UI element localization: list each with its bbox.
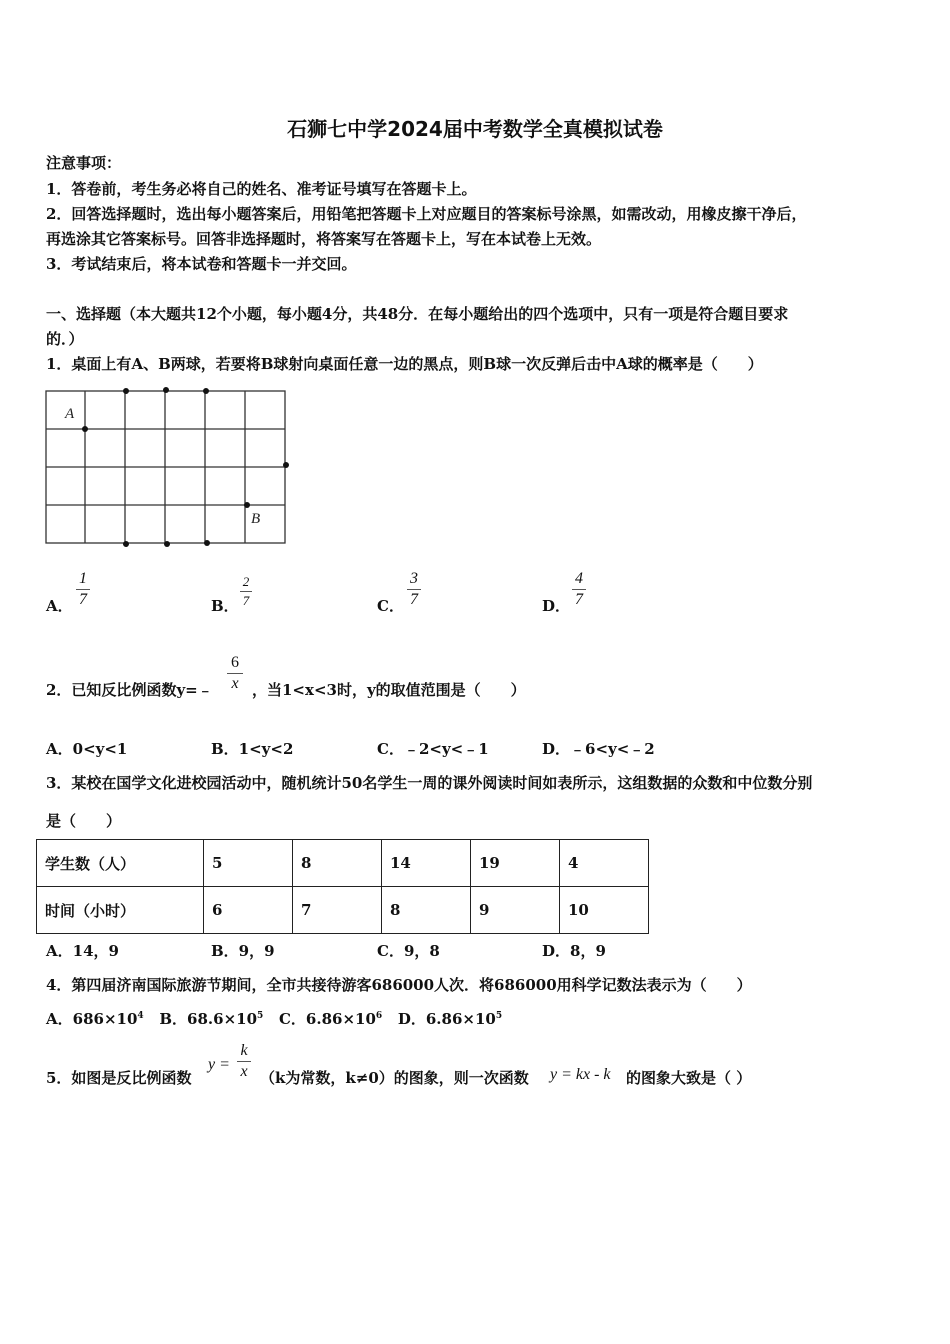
row-header: 时间（小时） — [37, 887, 204, 934]
q1-option-c-fraction[interactable] — [407, 571, 421, 608]
edge-dot — [204, 540, 210, 546]
edge-dot — [123, 388, 129, 394]
option-exponent: 4 — [137, 1011, 144, 1021]
table-cell: 6 — [204, 887, 293, 934]
question-1-text: 1．桌面上有A、B两球，若要将B球射向桌面任意一边的黑点，则B球一次反弹后击中A球的概率是（ ） — [46, 355, 763, 373]
q4-option-c[interactable] — [279, 1010, 382, 1028]
notice-item-2-cont: 再选涂其它答案标号。回答非选择题时，将答案写在答题卡上，写在本试卷上无效。 — [46, 230, 602, 248]
q2-option-a[interactable]: A．0<y<1 — [46, 740, 128, 758]
denominator: 7 — [242, 593, 250, 608]
q1-option-b-fraction[interactable] — [240, 575, 252, 608]
reading-time-table — [36, 839, 649, 934]
table-cell: 4 — [560, 840, 649, 887]
table-cell: 9 — [471, 887, 560, 934]
option-exponent: 5 — [257, 1011, 264, 1021]
option-base: 686×10 — [72, 1010, 138, 1028]
q4-option-b[interactable] — [159, 1010, 263, 1028]
q3-option-b[interactable]: B．9，9 — [211, 942, 275, 960]
notice-item-3: 3．考试结束后，将本试卷和答题卡一并交回。 — [46, 255, 357, 273]
table-row — [37, 887, 649, 934]
denominator: 7 — [79, 591, 87, 608]
table-row — [37, 840, 649, 887]
table-cell: 10 — [560, 887, 649, 934]
denominator: 7 — [575, 591, 583, 608]
option-label: C． — [278, 1010, 306, 1028]
option-label: B． — [159, 1010, 188, 1028]
option-label: D． — [397, 1010, 426, 1028]
q2-option-c[interactable]: C．﹣2<y<﹣1 — [377, 740, 489, 758]
notice-item-2: 2．回答选择题时，选出每小题答案后，用铅笔把答题卡上对应题目的答案标号涂黑，如需改动，用橡皮擦干净后， — [46, 205, 807, 223]
q4-options — [46, 1008, 502, 1029]
numerator: 6 — [231, 654, 239, 671]
edge-dot — [164, 541, 170, 547]
edge-dot — [163, 387, 169, 393]
option-exponent: 5 — [495, 1011, 503, 1021]
section-heading-cont: 的．） — [46, 330, 84, 348]
notice-heading: 注意事项： — [46, 154, 122, 172]
q1-option-d-label[interactable]: D． — [542, 597, 571, 615]
q1-table-grid-figure — [40, 385, 300, 555]
denominator: x — [231, 675, 239, 692]
q1-option-c-label[interactable]: C． — [377, 597, 404, 615]
q3-option-d[interactable]: D．8，9 — [542, 942, 606, 960]
q2-fraction — [227, 655, 243, 692]
question-5-suffix: 的图象大致是（ ） — [626, 1069, 752, 1087]
section-heading: 一、选择题（本大题共12个小题，每小题4分，共48分．在每小题给出的四个选项中，只有一项是符合题目要求 — [46, 305, 789, 323]
q1-option-a-fraction[interactable] — [76, 571, 90, 608]
denominator: x — [240, 1063, 248, 1080]
table-cell: 5 — [204, 840, 293, 887]
question-3-text: 3．某校在国学文化进校园活动中，随机统计50名学生一周的课外阅读时间如表所示，这组数据的众数和中位数分别 — [46, 774, 813, 792]
numerator: 4 — [575, 570, 583, 587]
q1-option-b-label[interactable]: B． — [211, 597, 239, 615]
option-base: 68.6×10 — [187, 1010, 258, 1028]
grid-lines — [46, 391, 285, 543]
question-5-middle: （k为常数，k≠0）的图象，则一次函数 — [260, 1069, 529, 1087]
ball-b-dot — [244, 502, 250, 508]
q4-option-a[interactable] — [46, 1010, 144, 1028]
q3-option-c[interactable]: C．9，8 — [377, 942, 440, 960]
table-cell: 19 — [471, 840, 560, 887]
q2-option-d[interactable]: D．﹣6<y<﹣2 — [542, 740, 655, 758]
edge-dot — [283, 462, 289, 468]
question-4-text: 4．第四届济南国际旅游节期间，全市共接待游客686000人次．将686000用科学记数法表示为（ ） — [46, 976, 752, 994]
q5-y-equals: y = — [208, 1056, 230, 1073]
q1-option-d-fraction[interactable] — [572, 571, 586, 608]
numerator: 2 — [242, 574, 250, 589]
table-cell: 7 — [293, 887, 382, 934]
q4-option-d[interactable] — [398, 1010, 502, 1028]
notice-item-1: 1．答卷前，考生务必将自己的姓名、准考证号填写在答题卡上。 — [46, 180, 477, 198]
option-exponent: 6 — [375, 1011, 383, 1021]
q5-linear-function: y = kx - k — [550, 1066, 611, 1083]
option-label: A． — [46, 1010, 73, 1028]
option-base: 6.86×10 — [425, 1010, 496, 1028]
question-3-text-cont: 是（ ） — [46, 812, 122, 830]
question-5-prefix: 5．如图是反比例函数 — [46, 1069, 192, 1087]
table-cell: 8 — [293, 840, 382, 887]
ball-b-label: B — [251, 511, 261, 527]
table-cell: 14 — [382, 840, 471, 887]
ball-a-label: A — [65, 406, 75, 422]
edge-dot — [203, 388, 209, 394]
q1-option-a-label[interactable]: A． — [46, 597, 73, 615]
numerator: 1 — [79, 570, 87, 587]
q3-option-a[interactable]: A．14，9 — [46, 942, 119, 960]
row-header: 学生数（人） — [37, 840, 204, 887]
option-base: 6.86×10 — [305, 1010, 376, 1028]
question-2-prefix: 2．已知反比例函数y=﹣ — [46, 681, 213, 699]
page-title: 石狮七中学2024届中考数学全真模拟试卷 — [287, 117, 663, 141]
question-2-suffix: ，当1<x<3时，y的取值范围是（ ） — [252, 681, 526, 699]
edge-dot — [82, 426, 88, 432]
q2-option-b[interactable]: B．1<y<2 — [211, 740, 294, 758]
numerator: k — [240, 1042, 248, 1059]
q5-fraction — [237, 1043, 251, 1080]
numerator: 3 — [410, 570, 418, 587]
edge-dot — [123, 541, 129, 547]
table-cell: 8 — [382, 887, 471, 934]
denominator: 7 — [410, 591, 418, 608]
